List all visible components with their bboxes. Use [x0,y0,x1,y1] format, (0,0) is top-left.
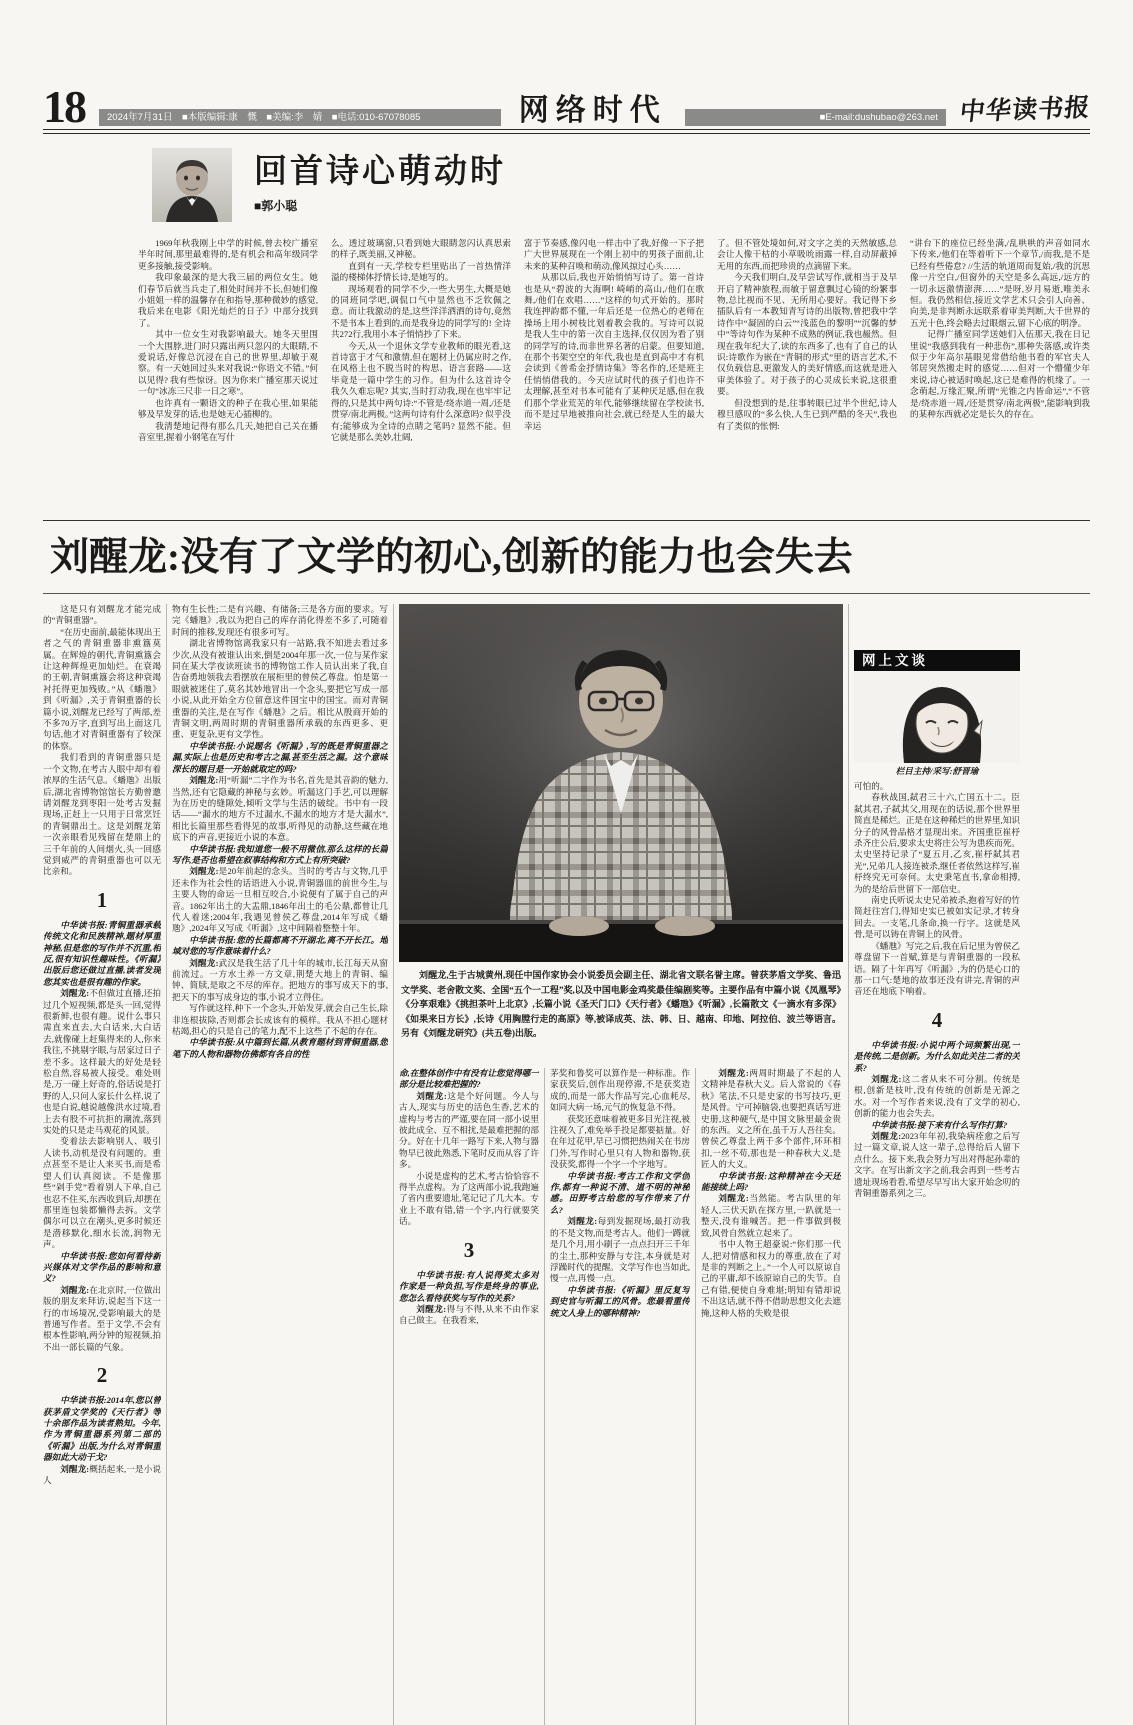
main-column-5 [701,1068,841,1725]
masthead [43,81,1092,132]
article-paragraph: 1969年秋我刚上中学的时候,曾去校广播室半年时间,那里最难得的,是有机会和高年级同学更多接触,接受影响。 [138,238,318,271]
qa-answer: 刘醒龙:每到发掘现场,最打动我的不是文物,而是考古人。他们一蹲就是几个月,用小刷子一点点扫开三千年的尘土,那种安静与专注,本身就是对浮躁时代的提醒。文学写作也当如此,慢一点,再慢一点。 [550,1216,690,1284]
qa-answer: 刘醒龙:不但做过直播,还拍过几个短视频,都是头一回,觉得很新鲜,也很有趣。说什么事只需直来直去,大白话来,大白话去,就像碰上赶集得来的人,你来我往,不挑剔字眼,与居家过日子差不多。这样最大的好处是轻松自然,容易被人接受。难处则是,万一碰上好奇的,俗话说是打野的人,只问人家长什么样,说了也是白说,越说越像洪水过境,看上去有股不可抗拒的潮流,落到实处的只是走马观花的风景。 [43,988,161,1136]
qa-question: 中华读书报:接下来有什么写作打算? [871,1119,1008,1130]
article-paragraph: 我清楚地记得有那么几天,她把自己关在播音室里,握着小钢笔在写什 [138,420,318,442]
article-paragraph: 其中一位女生对我影响最大。她冬天里围一个大围脖,进门时只露出两只忽闪的大眼睛,不爱说话,好像总沉浸在自己的世界里,却敏于观察。有一天她回过头来对我说:“你语文不错。”何以见得? 我有些惊讶。因为你来广播室那天说过一句“冰冻三尺非一日之寒”。 [138,329,318,397]
article-paragraph: 记得广播室同学送她们入伍那天,我在日记里说“我感到我有一种悲伤”,那种失落感,或许类似于少年高尔基眼见常借给他书看的军官夫人邻居突然搬走时的感觉……但对一个懵懂少年来说,诗心被适时唤起,这已是难得的机缘了。一念萌起,万缘汇聚,所谓“光锥之内皆命运”,“不管是/绕赤道一周,/还是贯穿/南北两极”,能影响到我的某种东西就必定是长久的存在。 [910,329,1090,420]
page-number: 18 [43,81,85,132]
top-article-title: 回首诗心萌动时 [254,154,506,190]
main-column-4 [550,1068,690,1725]
qa-question: 中华读书报:2014年,您以曾获茅盾文学奖的《天行者》等十余部作品为读者熟知。今年,作为青铜重器系列第二部的《听漏》出版,为什么对青铜重器如此大动干戈? [43,1395,161,1463]
masthead-rule [43,129,1090,134]
top-article-header [152,148,1090,230]
article-paragraph: 从那以后,我也开始悄悄写诗了。第一首诗也是从“碧波的大海啊! 崎峭的高山,/他们在歌舞,/他们在欢唱……”这样的句式开始的。那时我连押韵都不懂,一年后还是一位热心的老师在操场上用小树枝比划着教会我的。写诗可以说是我人生中的第一次自主选择,仅仅因为看了别的同学写的诗,而非世界名著的启蒙。但要知道,在那个书架空空的年代,我也是直到高中才有机会读到《普希金抒情诗集》等名作的,还是班主任悄悄借我的。今天应试时代的孩子们也许不太理解,甚至对书本可能有了某种厌足感,但在我们那个学业荒芜的年代,能够继续留在学校读书,而不是过早地被推向社会,就已经是人生的最大幸运 [524,272,704,431]
qa-question-prefix: 中华读书报: [416,1269,466,1280]
host-sketch-portrait [854,671,1020,763]
top-article-column-1 [138,238,318,510]
section-number: 1 [96,887,108,912]
qa-question: 中华读书报:《听漏》里反复写到史官与听漏工的风骨。您最看重传统文人身上的哪种精神? [550,1284,690,1318]
qa-answer: 刘醒龙:两周时期最了不起的人文精神是春秋大义。后人常说的《春秋》笔法,不只是史家的书写技巧,更是风骨。宁可掉脑袋,也要把真话写进史册,这种硬气,是中国文脉里最金贵的东西。义之所在,虽千万人吾往矣。曾侯乙尊盘上两千多个部件,环环相扣,一丝不苟,那也是一种春秋大义,是匠人的大义。 [701,1068,841,1170]
main-column-6 [854,781,1020,1725]
qa-question: 中华读书报:您如何看待新兴媒体对文学作品的影响和意义? [43,1250,161,1284]
qa-question: 中华读书报:这种精神在今天还能接续上吗? [701,1170,841,1193]
main-article [43,604,1090,1725]
top-article-column-2 [331,238,511,510]
article-paragraph: 获奖还意味着被更多目光注视,被注视久了,难免举手投足都要掂量。好在年过花甲,早已习惯把热闹关在书房门外,写作时心里只有人物和器物,获没获奖,都得一个字一个字地写。 [550,1113,690,1170]
main-column-2 [172,604,388,1725]
article-paragraph: 命,在整体创作中有没有让您觉得哪一部分是比较难把握的? [399,1068,539,1090]
main-column-1 [43,604,161,1725]
qa-answer-prefix: 刘醒龙: [60,1284,90,1295]
qa-answer: 刘醒龙:这二者从来不可分割。传统是根,创新是枝叶,没有传统的创新是无源之水。对一个写作者来说,没有了文学的初心,创新的能力也会失去。 [854,1073,1020,1119]
qa-answer: 刘醒龙:用“听漏”二字作为书名,首先是其音韵的魅力,当然,还有它隐藏的神秘与玄妙。听漏这门手艺,可以理解为在历史的缝隙处,倾听文学与生活的破绽。书中有一段话——“漏水的地方不过漏水,不漏水的地方才是大漏水”,相比长篇里那些看得见的故事,听得见的动静,这些藏在地底下的声音,更接近小说的本意。 [172,775,388,843]
article-paragraph: 变着法去影响别人、吸引人读书,动机是没有问题的。重点甚至不是让人来买书,而是希望人们认真阅读。不是像那些“剁手党”看着别人下单,自己也忍不住买,东西收到后,却摆在那里连包装都懒得去拆。文学偶尔可以立在潮头,更多时候还是潜移默化,细水长流,润物无声。 [43,1136,161,1250]
qa-question-prefix: 中华读书报: [189,934,237,945]
qa-question: 中华读书报:小说中两个词频繁出现,一是传统,二是创新。为什么如此关注二者的关系? [854,1039,1020,1073]
qa-answer-prefix: 刘醒龙: [871,1130,902,1141]
article-paragraph: 写作就这样,种下一个念头,开始发芽,就会自己生长,除非连根拔除,否则都会长成该有的模样。我从不担心题材枯竭,担心的只是自己的笔力,配不上这些了不起的存在。 [172,1003,388,1037]
column-banner: 网上文谈 [854,650,1020,671]
top-article-byline: ■郭小聪 [254,199,298,213]
email-bar: ■E-mail:dushubao@263.net [685,109,946,126]
qa-question-prefix: 中华读书报: [189,1037,236,1048]
qa-question-prefix: 中华读书报: [871,1119,918,1130]
qa-answer-prefix: 刘醒龙: [567,1216,598,1227]
newspaper-logo: 中华读书报 [958,94,1092,127]
column-rule [166,604,167,1725]
qa-question: 中华读书报:考古工作和文学创作,都有一种说不清、道不明的神秘感。田野考古给您的写作带来了什么? [550,1170,690,1215]
top-article [138,148,1090,510]
main-column-3 [399,1068,539,1725]
main-column-right [854,604,1020,1725]
article-paragraph: 可怕的。 [854,781,889,791]
qa-answer: 刘醒龙:这是个好问题。今人与古人,现实与历史的活色生香,艺术的虚构与考古的严谨,要在同一部小说里彼此成全、互不相扰,是最难把握的部分。好在十几年一路写下来,人物与器物早已彼此熟悉,下笔时反而从容了许多。 [399,1090,539,1170]
qa-answer: 刘醒龙:在北京时,一位做出版的朋友来拜访,说起当下这一行的市场境况,受影响最大的是普通写作者。至于文学,不会有根本性影响,两分钟的短视频,拍不出一部长篇的气象。 [43,1284,161,1352]
top-article-titleblock [254,148,506,214]
qa-question-prefix: 中华读书报: [189,843,237,854]
section-number: 2 [96,1363,108,1388]
qa-question: 中华读书报:有人说得奖太多对作家是一种负担,写作是终身的事业,您怎么看待获奖与写作的关系? [399,1269,539,1303]
article-paragraph: 这是只有刘醒龙才能完成的“青铜重器”。 [43,604,161,626]
article-paragraph: 我们看到的青铜重器只是一个文物,在考古人眼中却有着浓厚的生活气息。《蟠虺》出版后,湖北省博物馆馆长方勤曾邀请刘醒龙到枣阳一处考古发掘现场,正赶上一只用于日常烹饪的青铜鼎出土。这是刘醒龙第一次亲眼看见残留在楚鼎上的三千年前的人间烟火,头一回感觉到威严的青铜重器也可以无比亲和。 [43,752,161,877]
top-article-column-3 [524,238,704,510]
top-article-columns [138,238,1090,510]
article-paragraph: 也许真有一颗语文的种子在我心里,如果能够及早发芽的话,也是她无心插柳的。 [138,397,318,420]
article-paragraph: 现场观看的同学不少,一些大男生,大概是她的同班同学吧,调侃口气中显然也不乏钦佩之意。而让我激动的是,这些洋洋洒洒的诗句,竟然不是书本上看到的,而是我身边的同学写的! 全诗共272行,我用小本子悄悄抄了下来。 [331,283,511,340]
article-paragraph: 物有生长性;二是有兴趣、有储备;三是各方面的要求。写完《蟠虺》,我以为把自己的库存消化得差不多了,可随着时间的推移,发现还有很多可写。 [172,604,388,637]
main-headline: 刘醒龙:没有了文学的初心,创新的能力也会失去 [50,536,853,579]
qa-answer-prefix: 刘醒龙: [718,1193,749,1204]
qa-answer-prefix: 刘醒龙: [871,1073,902,1084]
column-rule [544,1068,545,1725]
section-number: 4 [931,1007,943,1032]
qa-answer-prefix: 刘醒龙: [189,957,219,968]
qa-answer: 刘醒龙:是20年前起的念头。当时的考古与文物,几乎还未作为社会性的话语进入小说,青铜器皿的前世今生,与主要人物的命运一旦相互咬合,小说便有了属于自己的声音。1862年出土的大盂鼎,1846年出土的毛公鼎,都曾让几代人着迷;2004年,我遇见曾侯乙尊盘,2014年写成《蟠虺》,2024年又写成《听漏》,这中间隔着整整十年。 [172,866,388,934]
article-paragraph: 了。但不管处境如何,对文字之美的天然敏感,总会让人像干枯的小草吸吮雨露一样,自动屏蔽掉无用的东西,而把珍贵的点滴留下来。 [717,238,897,271]
qa-answer-prefix: 刘醒龙: [60,988,90,999]
qa-question-prefix: 中华读书报: [567,1170,617,1181]
interview-photo [399,604,843,962]
main-column-middle [399,604,843,1725]
qa-answer-prefix: 刘醒龙: [60,1463,90,1474]
qa-answer: 刘醒龙:当然能。考古队里的年轻人,三伏天趴在探方里,一趴就是一整天,没有谁喊苦。把一件事做到极致,风骨自然就立起来了。 [701,1193,841,1238]
qa-question-prefix: 中华读书报: [60,919,108,930]
qa-question: 中华读书报:我知道您一般不用微信,那么这样的长篇写作,是否也希望在叙事结构和方式上有所突破? [172,843,388,865]
qa-answer: 刘醒龙:武汉是我生活了几十年的城市,长江每天从窗前流过。一方水土养一方文章,荆楚大地上的青铜、编钟、简牍,是取之不尽的库存。把地方的事写成天下的事,把天下的事写成身边的事,小说才立得住。 [172,957,388,1002]
article-paragraph: 湖北省博物馆离我家只有一站路,我不知进去看过多少次,从没有被谁认出来,倒是2004年那一次,一位与某作家同在某大学夜读班读书的博物馆工作人员认出来了我,自告奋勇地领我去看摆放在展柜里的曾侯乙尊盘。怕是第一眼就被迷住了,莫名其妙地冒出一个念头,要把它写成一部小说,从此开始全方位留意这件国宝中的国宝。而对青铜重器的关注,是在写作《蟠虺》之后。相比从殷商开始的青铜文明,两周时期的青铜重器所承载的东西更多、更重、更复杂,更有文学性。 [172,638,388,740]
article-paragraph: 小说是虚构的艺术,考古恰恰容不得半点虚构。为了这两部小说,我跑遍了省内重要遗址,笔记记了几大本。专业上不敢有错,错一个字,内行就要笑话。 [399,1170,539,1227]
photo-caption: 刘醒龙,生于古城黄州,现任中国作家协会小说委员会副主任、湖北省文联名誉主席。曾获茅盾文学奖、鲁迅文学奖、老舍散文奖、全国“五个一工程”奖,以及中国电影金鸡奖最佳编剧奖等。主要作品有中篇小说《凤凰琴》《分享艰难》《挑担茶叶上北京》,长篇小说《圣天门口》《天行者》《蟠虺》《听漏》,长篇散文《一滴水有多深》《如果来日方长》,长诗《用胸膛行走的高原》等,被译成英、法、韩、日、越南、印地、阿拉伯、波兰等语言。另有《刘醒龙研究》(共五卷)出版。 [401,970,841,1038]
qa-answer: 刘醒龙:2023年年初,我染病痊愈之后写过一篇文章,说人这一辈子,总得给后人留下点什么。接下来,我会努力写出对得起孙辈的文字。在写出新文字之前,我会再到一些考古遗址现场看看,希望尽早写出大家开始念叨的青铜重器系列之三。 [854,1130,1020,1198]
article-paragraph: 么。透过玻璃窗,只看到她大眼睛忽闪认真思索的样子,既美丽,又神秘。 [331,238,511,260]
article-paragraph: 今天我们明白,及早尝试写作,就相当于及早开启了精神旅程,而敏于留意飘过心镜的纷繁事物,总比视而不见、无所用心要好。我记得下乡插队后有一本教知青写诗的出版物,曾把我中学诗作中“凝固的白云”“浅蓝色的黎明”“沉馨的梦中”等诗句作为某种不成熟的例证,我也赧然。但现在我年纪大了,读的东西多了,也有了自己的认识:诗歌作为嵌在“青铜的形式”里的语言艺术,不仅负载信息,更激发人的美好情感,而这就是进入审美体验了。对于孩子的心灵成长来说,这很重要。 [717,272,897,397]
article-paragraph: 春秋战国,弑君三十六,亡国五十二。臣弑其君,子弑其父,用现在的话说,那个世界里简直是稀烂。正是在这种稀烂的世界里,知识分子的风骨品格才显现出来。齐国重臣崔杼杀齐庄公后,要求太史将庄公写为患疾而死。太史坚持记录了“夏五月,乙亥,崔杼弑其君光”,兄弟几人接连被杀,继任者依然这样写,崔杼终究无可奈何。太史秉笔直书,拿命相搏,为的是给后世留下一部信史。 [854,792,1020,894]
column-host-credit: 栏目主持/采写:舒晋瑜 [895,766,979,776]
edition-info-bar: 2024年7月31日 ■本版编辑:康 慨 ■美编:李 婧 ■电话:010-67078085 [99,109,501,126]
column-rule [695,1068,696,1725]
article-paragraph: 书中人物王超豪说:“你们那一代人,把对情感和权力的尊重,放在了对是非的判断之上。”一个人可以原谅自己的平庸,却不该原谅自己的失节。自己有错,便使自身难堪;明知有错却说不出这话,就不得不借助思想文化去遮掩,这种人格的失败是很 [701,1239,841,1318]
qa-question-prefix: 中华读书报: [567,1284,617,1295]
qa-answer-prefix: 刘醒龙: [416,1090,447,1101]
qa-answer-prefix: 刘醒龙: [416,1303,447,1314]
qa-question-prefix: 中华读书报: [718,1170,768,1181]
column-rule [848,604,849,1725]
qa-question-prefix: 中华读书报: [60,1395,107,1406]
qa-answer-prefix: 刘醒龙: [189,866,219,877]
headline-rule [43,593,1090,594]
qa-question: 中华读书报:小说题名《听漏》,写的既是青铜重器之漏,实际上也是历史和考古之漏,甚至生活之漏。这个意味深长的题目是一开始就取定的吗? [172,740,388,774]
article-paragraph: 南史氏听说太史兄弟被杀,抱着写好的竹简赶往宫门,得知史实已被如实记录,才转身回去。一支笔,几条命,换一行字。这就是风骨,是可以铸在青铜上的风骨。 [854,895,1020,940]
top-article-column-5 [910,238,1090,510]
top-article-column-4 [717,238,897,510]
article-paragraph: 直到有一天,学校专栏里贴出了一首热情洋溢的楼梯体抒情长诗,是她写的。 [331,260,511,283]
qa-question-prefix: 中华读书报: [60,1250,108,1261]
qa-question: 中华读书报:您的长篇都离不开湖北,离不开长江。地域对您的写作意味着什么? [172,934,388,957]
column-rule [393,604,394,1725]
divider-rule [43,520,1090,521]
article-paragraph: 茅奖和鲁奖可以算作是一种标准。作家获奖后,创作出现停滞,不是获奖造成的,而是一部大作品写完,心血耗尽,如同大病一场,元气的恢复急不得。 [550,1068,690,1113]
section-number: 3 [463,1237,475,1262]
qa-answer: 刘醒龙:概括起来,一是小说人 [43,1463,161,1486]
article-paragraph: 《蟠虺》写完之后,我在后记里为曾侯乙尊盘留下一首赋,算是与青铜重器的一段私语。隔了十年再写《听漏》,为的仍是心口的那一口气:楚地的故事还没有讲完,青铜的声音还在地底下响着。 [854,940,1020,997]
qa-answer: 刘醒龙:得与不得,从来不由作家自己做主。在我看来, [399,1303,539,1326]
qa-answer-prefix: 刘醒龙: [189,775,219,786]
qa-question-prefix: 中华读书报: [189,740,237,751]
article-paragraph: “在历史面前,最能体现出王者之气的青铜重器非熏簋莫属。在辉煌的朝代,青铜熏簋会让这种辉煌更加灿烂。在衰竭的王朝,青铜熏簋会将这种衰竭衬托得更加残败。”从《蟠虺》到《听漏》,关于青铜重器的长篇小说,刘醒龙已经写了两部,差不多70万字,直到写出上面这几句话,他才对青铜重器有了较深的体察。 [43,626,161,751]
author-portrait-photo [152,148,232,222]
qa-answer-prefix: 刘醒龙: [718,1068,749,1078]
section-title: 网络时代 [518,94,667,127]
article-paragraph: 今天,从一个退休文学专业教师的眼光看,这首诗富于才气和激情,但在题材上仍属应时之作,在风格上也不脱当时的构思、语言套路——这毕竟是一篇中学生的习作。但为什么这首诗令我久久难忘呢? 其实,当时打动我,现在也牢牢记得的,只是其中两句诗:“不管是/绕赤道一周,/还是贯穿/南北两极。”这两句诗有什么深意吗? 似乎没有;能够成为全诗的点睛之笔吗? 显然不能。但它就是那么美妙,壮阔, [331,340,511,442]
article-paragraph: 我印象最深的是大我三届的两位女生。她们春节后就当兵走了,相处时间并不长,但她们像小姐姐一样的温馨存在和指导,那种微妙的感觉,我后来在电影《阳光灿烂的日子》中部分找到了。 [138,272,318,328]
article-paragraph: “讲台下的座位已经坐满,/乱哄哄的声音如同水下传来,/他们在等着听下一个章节,/而我,是不是已经有些倦怠? //生活的轨道周而复始,/我的沉思像一片空白,/但窗外的天空是多么高远,/远方的一切永远激情澎湃……”是呀,岁月易逝,唯美永恒。我仍然相信,接近文学艺术只会引人向善、向美,是非判断永远联系着审美判断,大千世界的五光十色,终会略去过眼烟云,留下心底的明净。 [910,238,1090,328]
qa-question: 中华读书报:从中篇到长篇,从教育题材到青铜重器,您笔下的人物和器物仿佛都有各自的性 [172,1037,388,1059]
qa-question: 中华读书报:青铜重器承载传统文化和民族精神,题材厚重神秘,但是您的写作并不沉重,相反,很有知识性趣味性。《听漏》出版后您还做过直播,读者发现您其实也是很有趣的作家。 [43,919,161,987]
qa-question-prefix: 中华读书报: [871,1039,919,1050]
middle-subcolumns [399,1068,843,1725]
article-paragraph: 富于节奏感,像闪电一样击中了我,好像一下子把广大世界展现在一个刚上初中的男孩子面前,让未来的某种召唤和萌动,像风掠过心头…… [524,238,704,271]
article-paragraph: 但没想到的是,往事转眼已过半个世纪,诗人穆旦感叹的“多么快,人生已到严酷的冬天”,我也有了类似的怅惘: [717,397,897,431]
spacer [854,604,1020,650]
